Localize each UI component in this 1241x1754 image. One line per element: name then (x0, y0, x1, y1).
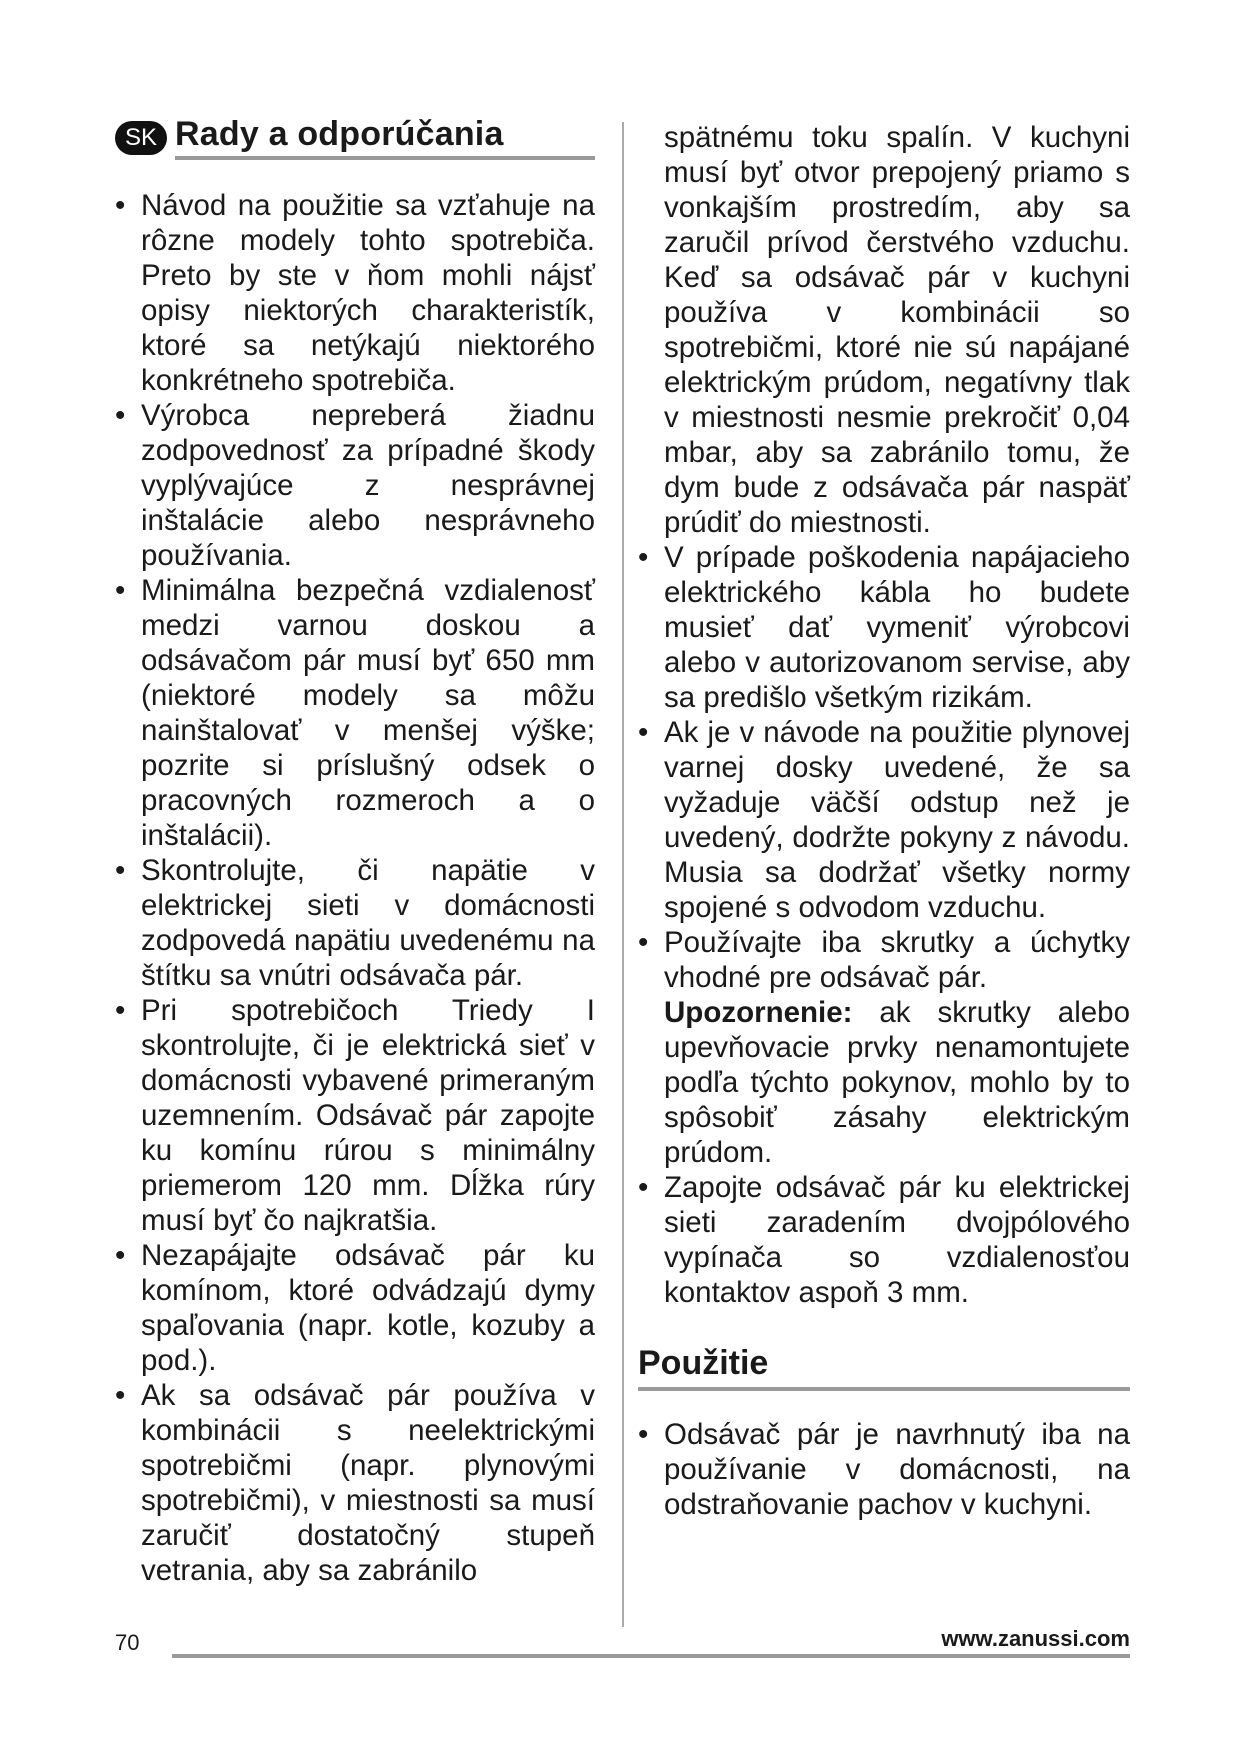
list-item: • Výrobca nepreberá žiadnu zodpovednosť za prípadné škody vyplývajúce z nesprávnej inštalácie alebo nesprávneho používania. (115, 398, 595, 573)
section-heading-row (115, 115, 595, 160)
advice-list-continued (638, 540, 1130, 1310)
list-item-continuation: spätnému toku spalín. V kuchyni musí byť otvor prepojený priamo s vonkajším prostredím, aby sa zaručil prívod čerstvého vzduchu. Keď sa odsávač pár v kuchyni používa v kombinácii so spotrebičmi, ktoré nie sú napájané elektrickým prúdom, negatívny tlak v miestnosti nesmie prekročiť 0,04 mbar, aby sa zabránilo tomu, že dym bude z odsávača pár naspäť prúdiť do miestnosti. (664, 121, 1130, 539)
list-item: • Nezapájajte odsávač pár ku komínom, ktoré odvádzajú dymy spaľovania (napr. kotle, kozuby a pod.). (115, 1238, 595, 1378)
warning-text: ak skrutky alebo upevňovacie prvky nenamontujete podľa týchto pokynov, mohlo by to spôsobiť zásahy elektrickým prúdom. (664, 996, 1130, 1169)
list-item: • Zapojte odsávač pár ku elektrickej sieti zaradením dvojpólového vypínača so vzdialenosťou kontaktov aspoň 3 mm. (638, 1170, 1130, 1310)
footer-url: www.zanussi.com (941, 1626, 1130, 1651)
column-divider (622, 122, 624, 1627)
list-item: • Ak je v návode na použitie plynovej varnej dosky uvedené, že sa vyžaduje väčší odstup než je uvedený, dodržte pokyny z návodu. Musia sa dodržať všetky normy spojené s odvodom vzduchu. (638, 715, 1130, 925)
list-item: • Skontrolujte, či napätie v elektrickej sieti v domácnosti zodpovedá napätiu uvedenému na štítku sa vnútri odsávača pár. (115, 853, 595, 993)
right-column (638, 120, 1130, 1522)
page-number: 70 (115, 1630, 140, 1655)
usage-section-title: Použitie (638, 1344, 1130, 1391)
list-item: • Ak sa odsávač pár používa v kombinácii s neelektrickými spotrebičmi (napr. plynovými spotrebičmi), v miestnosti sa musí zaručiť dostatočný stupeň vetrania, aby sa zabránilo (115, 1378, 595, 1588)
list-item: • Odsávač pár je navrhnutý iba na používanie v domácnosti, na odstraňovanie pachov v kuchyni. (638, 1417, 1130, 1522)
left-column (115, 115, 595, 1588)
screws-text: Používajte iba skrutky a úchytky vhodné pre odsávač pár. (664, 926, 1130, 994)
usage-list (638, 1417, 1130, 1522)
list-item: • Návod na použitie sa vzťahuje na rôzne modely tohto spotrebiča. Preto by ste v ňom mohli nájsť opisy niektorých charakteristík, ktoré sa netýkajú niektorého konkrétneho spotrebiča. (115, 188, 595, 398)
list-item (638, 925, 1130, 1170)
section-title: Rady a odporúčania (175, 115, 595, 160)
list-item: • Minimálna bezpečná vzdialenosť medzi varnou doskou a odsávačom pár musí byť 650 mm (niektoré modely sa môžu nainštalovať v menšej výške; pozrite si príslušný odsek o pracovných rozmeroch a o inštalácii). (115, 573, 595, 853)
list-item: • V prípade poškodenia napájacieho elektrického kábla ho budete musieť dať vymeniť výrobcovi alebo v autorizovanom servise, aby sa predišlo všetkým rizikám. (638, 540, 1130, 715)
advice-list (115, 188, 595, 1588)
footer-divider (172, 1654, 1130, 1658)
list-item: • Pri spotrebičoch Triedy I skontrolujte, či je elektrická sieť v domácnosti vybavené primeraným uzemnením. Odsávač pár zapojte ku komínu rúrou s minimálny priemerom 120 mm. Dĺžka rúry musí byť čo najkratšia. (115, 993, 595, 1238)
warning-label: Upozornenie: (664, 996, 853, 1029)
language-badge: SK (115, 121, 167, 155)
